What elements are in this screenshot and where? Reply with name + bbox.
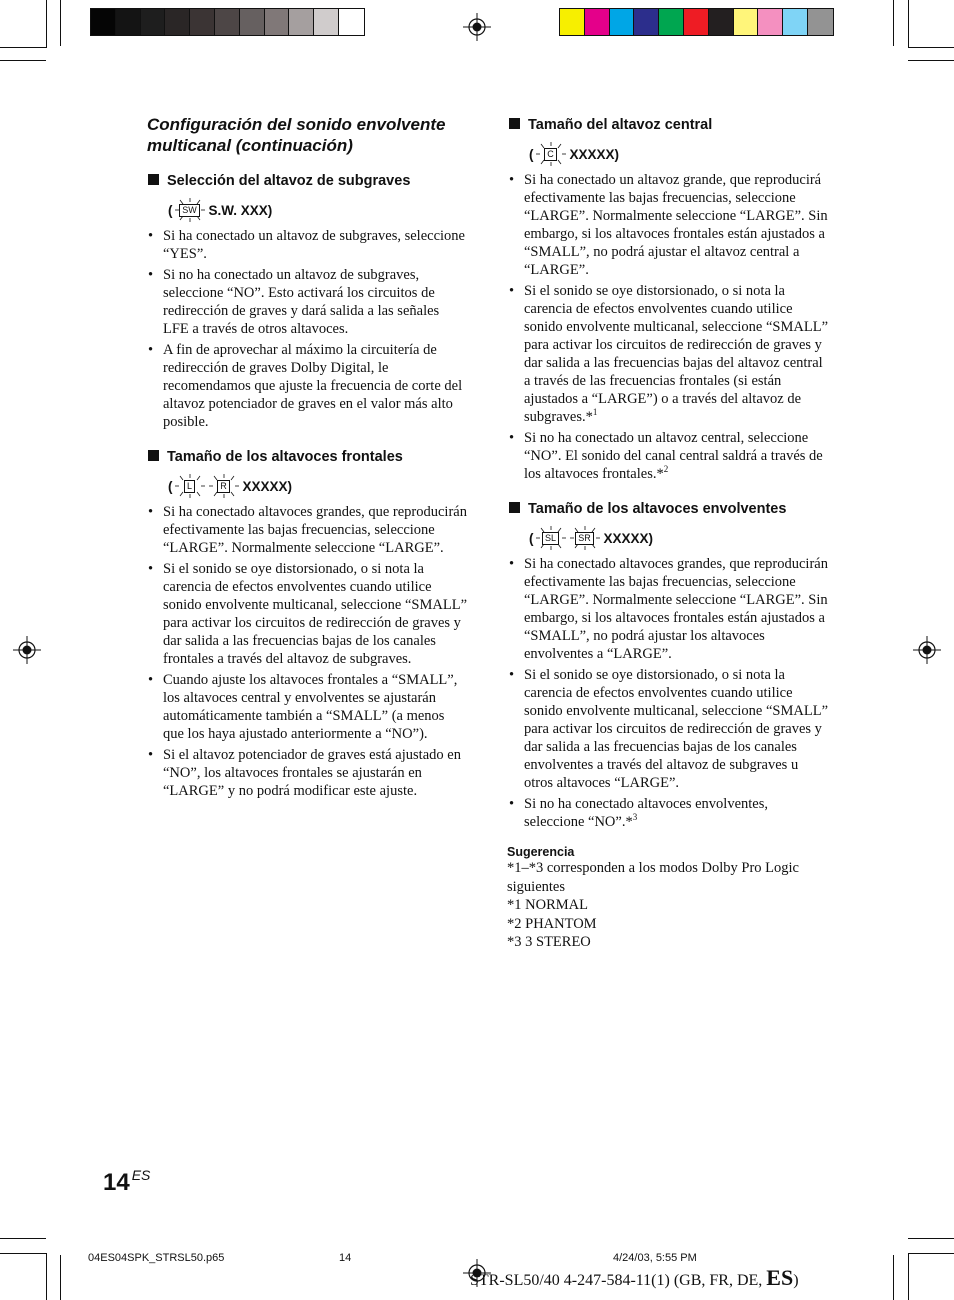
registration-mark-icon [913, 636, 941, 664]
paren-open: ( [168, 202, 173, 218]
square-bullet-icon [148, 450, 159, 461]
tip-line: *1 NORMAL [507, 897, 588, 913]
color-swatch [684, 9, 709, 35]
paren-open: ( [168, 478, 173, 494]
color-swatch [585, 9, 610, 35]
bullet-list [509, 555, 829, 831]
registration-mark-icon [13, 636, 41, 664]
color-swatch [734, 9, 759, 35]
speaker-label: R [217, 480, 230, 493]
registration-mark-icon [463, 13, 491, 41]
color-swatch [634, 9, 659, 35]
setting-value: S.W. XXX) [208, 202, 273, 218]
gray-swatch [190, 9, 215, 35]
crop-mark [908, 0, 909, 48]
list-item: • Si el altavoz potenciador de graves está ajustado en “NO”, los altavoces frontales se ajustarán en “LARGE” y no podrá modificar este ajuste. [148, 746, 468, 800]
speaker-label: L [184, 480, 195, 493]
speaker-indicator-icon [536, 526, 566, 550]
speaker-indicator-icon [536, 142, 566, 166]
footer-model-text: STR-SL50/40 4-247-584-11(1) (GB, FR, DE, [470, 1272, 767, 1289]
color-swatch [709, 9, 734, 35]
gray-calibration-bar [90, 8, 365, 36]
color-calibration-bar [559, 8, 834, 36]
section-heading-text: Tamaño del altavoz central [528, 117, 713, 133]
footer-date: 4/24/03, 5:55 PM [613, 1252, 697, 1264]
section-heading [148, 171, 468, 191]
footnote-ref: 3 [632, 812, 638, 823]
crop-mark [0, 60, 46, 61]
footer-model-lang: ES [766, 1265, 794, 1290]
footer-page: 14 [339, 1252, 352, 1264]
paren-open: ( [529, 146, 534, 162]
section [509, 115, 829, 483]
crop-mark [60, 1255, 61, 1300]
color-swatch [758, 9, 783, 35]
color-swatch [808, 9, 833, 35]
speaker-indicator-icon [570, 526, 600, 550]
speaker-label: SW [179, 204, 200, 217]
setting-value: XXXXX) [242, 478, 293, 494]
square-bullet-icon [509, 118, 520, 129]
list-item: • Si ha conectado altavoces grandes, que reproducirán efectivamente las bajas frecuencias, seleccione “LARGE”. Normalmente seleccione “LARGE”. Sin embargo, si los altavoces frontales están ajustados a “SMALL”, no podrá ajustar los altavoces envolventes a “LARGE”. [509, 555, 829, 663]
crop-mark [46, 0, 47, 48]
gray-swatch [339, 9, 364, 35]
speaker-indicator-icon [175, 474, 205, 498]
section-heading [148, 447, 468, 467]
crop-mark [908, 1253, 909, 1300]
gray-swatch [116, 9, 141, 35]
list-item: • Si el sonido se oye distorsionado, o si nota la carencia de efectos envolventes cuando utilice sonido envolvente multicanal, seleccione “SMALL” para activar los circuitos de redirección de graves y dar salida a las frecuencias bajas de los canales envolventes a través del altavoz de subgraves u otros altavoces “LARGE”. [509, 666, 829, 792]
paren-open: ( [529, 530, 534, 546]
footer-model-close: ) [793, 1272, 799, 1289]
footnote-ref: 1 [592, 407, 598, 418]
setting-value: XXXXX) [569, 146, 620, 162]
section [509, 499, 829, 831]
list-item: • Si no ha conectado un altavoz de subgraves, seleccione “NO”. Esto activará los circuitos de redirección de graves y dará salida a las señales LFE a través de otros altavoces. [148, 266, 468, 338]
color-swatch [659, 9, 684, 35]
footnote-ref: 2 [663, 464, 669, 475]
section-heading-text: Tamaño de los altavoces frontales [167, 449, 403, 465]
speaker-label: SR [575, 532, 594, 545]
crop-mark [893, 0, 894, 46]
section-heading-text: Selección del altavoz de subgraves [167, 173, 411, 189]
gray-swatch [91, 9, 116, 35]
footer-file: 04ES04SPK_STRSL50.p65 [88, 1252, 225, 1264]
section-heading [509, 115, 829, 135]
list-item: • Si ha conectado un altavoz de subgraves, seleccione “YES”. [148, 227, 468, 263]
list-item: • Si no ha conectado altavoces envolventes, seleccione “NO”.*$^3$ [509, 795, 829, 831]
color-swatch [610, 9, 635, 35]
section-heading [509, 499, 829, 519]
crop-mark [908, 60, 954, 61]
speaker-indicator-icon [209, 474, 239, 498]
crop-mark [46, 1253, 47, 1300]
gray-swatch [314, 9, 339, 35]
tip-line: *2 PHANTOM [507, 915, 597, 932]
section [148, 171, 468, 431]
list-item: • Si no ha conectado un altavoz central, seleccione “NO”. El sonido del canal central saldrá a través de los altavoces frontales.*$^2$ [509, 429, 829, 483]
setting-display [168, 197, 468, 223]
right-column [509, 115, 829, 952]
gray-swatch [289, 9, 314, 35]
crop-mark [908, 1238, 954, 1239]
color-swatch [560, 9, 585, 35]
gray-swatch [265, 9, 290, 35]
bullet-list [148, 227, 468, 431]
list-item: • Si ha conectado un altavoz grande, que reproducirá efectivamente las bajas frecuencias, seleccione “LARGE”. Normalmente seleccione “LARGE”. Sin embargo, si los altavoces frontales están ajustados a “SMALL”, no podrá ajustar el altavoz central a “LARGE”. [509, 171, 829, 279]
gray-swatch [141, 9, 166, 35]
setting-display [529, 141, 829, 167]
crop-mark [908, 1253, 954, 1254]
color-swatch [783, 9, 808, 35]
gray-swatch [165, 9, 190, 35]
page-language: ES [131, 1167, 151, 1183]
gray-swatch [240, 9, 265, 35]
speaker-label: SL [542, 532, 559, 545]
list-item: • Si el sonido se oye distorsionado, o si nota la carencia de efectos envolventes cuando utilice sonido envolvente multicanal, seleccione “SMALL” para activar los circuitos de redirección de graves y dar salida a las frecuencias bajas de los canales frontales a través del altavoz de subgraves. [148, 560, 468, 668]
list-item: • Si el sonido se oye distorsionado, o si nota la carencia de efectos envolventes cuando utilice sonido envolvente multicanal, seleccione “SMALL” para activar los circuitos de redirección de graves y dar salida a las frecuencias bajas del altavoz central a través de las frecuencias frontales (si están ajustados a “LARGE”) o a través del altavoz de subgraves.*$^1$ [509, 282, 829, 426]
list-item: • Si ha conectado altavoces grandes, que reproducirán efectivamente las bajas frecuencias, seleccione “LARGE”. Normalmente seleccione “LARGE”. [148, 503, 468, 557]
bullet-list [509, 171, 829, 483]
page-number-value: 14 [103, 1169, 130, 1196]
crop-mark [0, 47, 46, 48]
crop-mark [0, 1238, 46, 1239]
tip-line: *3 3 STEREO [507, 934, 591, 950]
setting-value: XXXXX) [603, 530, 654, 546]
crop-mark [0, 1253, 46, 1254]
section [148, 447, 468, 800]
bullet-list [148, 503, 468, 800]
list-item: • A fin de aprovechar al máximo la circuitería de redirección de graves Dolby Digital, le recomendamos que ajuste la frecuencia de corte del altavoz potenciador de graves en el valor más alto posible. [148, 341, 468, 431]
left-column [148, 171, 468, 803]
section-heading-text: Tamaño de los altavoces envolventes [528, 501, 787, 517]
square-bullet-icon [509, 502, 520, 513]
footer-model [470, 1265, 799, 1291]
crop-mark [893, 1255, 894, 1300]
speaker-label: C [544, 148, 557, 161]
tip-line: *1–*3 corresponden a los modos Dolby Pro Logic siguientes [507, 860, 799, 895]
page-number [103, 1167, 150, 1197]
setting-display [529, 525, 829, 551]
setting-display [168, 473, 468, 499]
tip-heading: Sugerencia [507, 845, 575, 859]
list-item: • Cuando ajuste los altavoces frontales a “SMALL”, los altavoces central y envolventes se ajustarán automáticamente también a “SMALL” (a menos que los haya ajustado anteriormente a “NO”). [148, 671, 468, 743]
square-bullet-icon [148, 174, 159, 185]
speaker-indicator-icon [175, 198, 205, 222]
crop-mark [60, 0, 61, 46]
crop-mark [908, 47, 954, 48]
gray-swatch [215, 9, 240, 35]
page-title: Configuración del sonido envolvente multicanal (continuación) [147, 115, 446, 155]
